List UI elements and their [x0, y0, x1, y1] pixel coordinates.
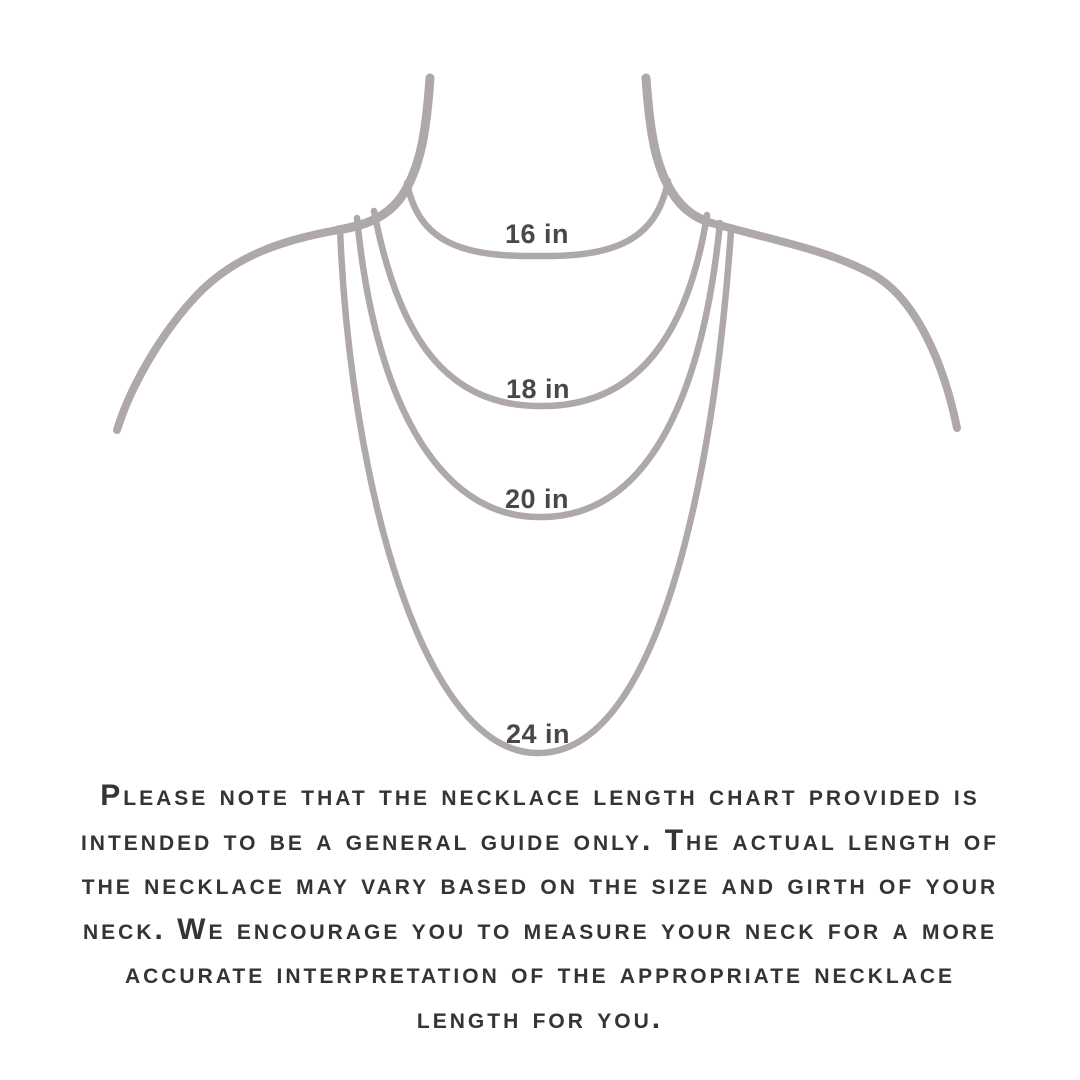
shoulder-left-line	[117, 230, 338, 430]
length-label-24in: 24 in	[505, 719, 571, 749]
disclaimer-line: accurate interpretation of the appropriate necklace	[124, 957, 956, 991]
shoulder-right-line	[708, 222, 957, 428]
necklace-20in-curve	[357, 218, 720, 517]
disclaimer-line: Please note that the necklace length chart provided is	[100, 779, 980, 812]
disclaimer-line: intended to be a general guide only. The actual length of	[80, 823, 1000, 857]
length-label-20in: 20 in	[504, 484, 570, 514]
length-label-18in: 18 in	[505, 374, 571, 404]
disclaimer-line: neck. We encourage you to measure your neck for a more	[83, 912, 997, 946]
disclaimer-text	[28, 774, 1052, 1042]
disclaimer-line: the necklace may vary based on the size and girth of your	[81, 868, 999, 902]
neck-right-line	[646, 78, 708, 222]
length-label-16in: 16 in	[504, 219, 570, 249]
disclaimer-line: length for you.	[416, 1001, 664, 1035]
